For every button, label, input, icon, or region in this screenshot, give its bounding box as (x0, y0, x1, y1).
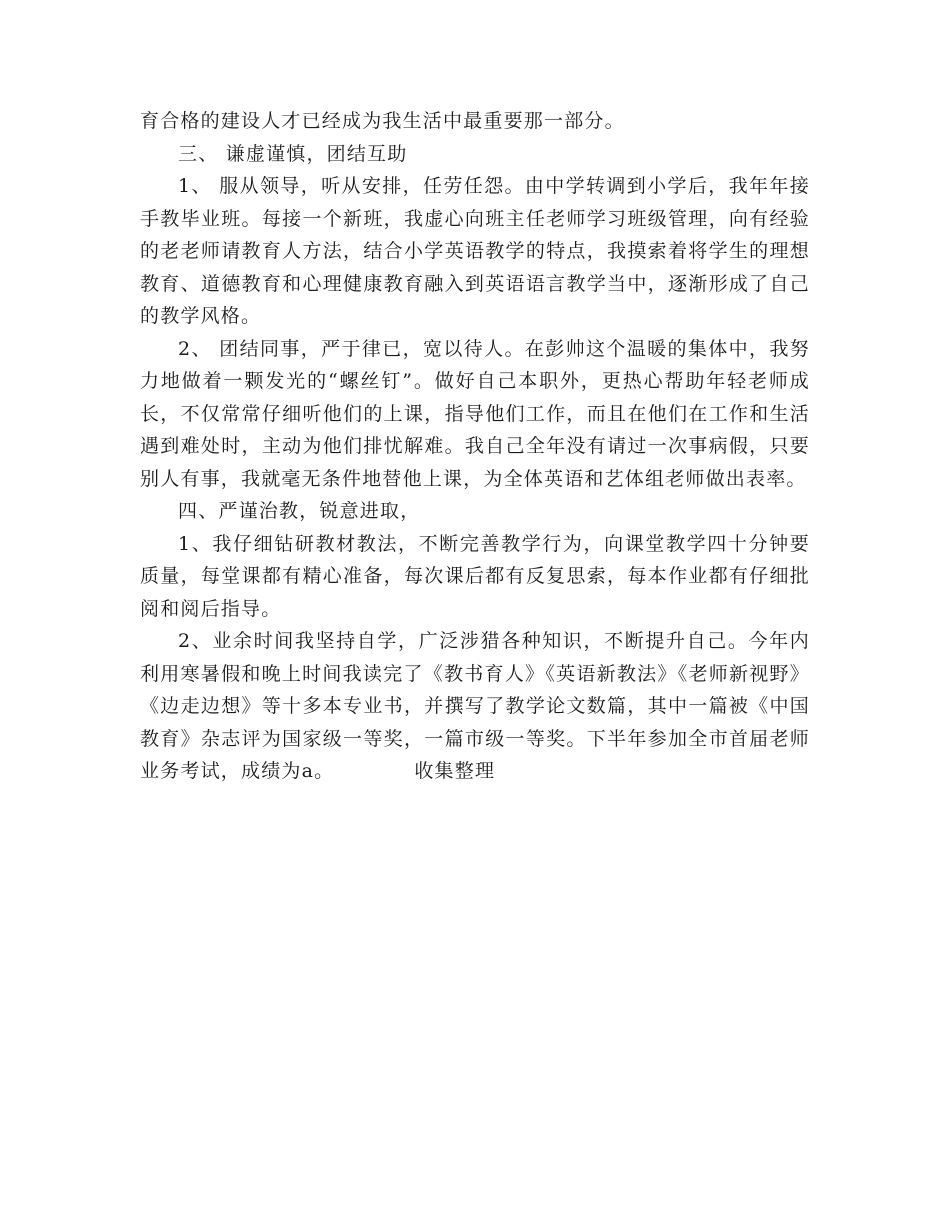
paragraph-item-2-self-study (140, 625, 810, 788)
section-heading-four: 四、严谨治教，锐意进取， (178, 500, 421, 522)
trailing-note: 收集整理 (414, 760, 496, 782)
paragraph-item-1-obey-leadership: 1、 服从领导，听从安排，任劳任怨。由中学转调到小学后，我年年接手教毕业班。每接一个新班，我虚心向班主任老师学习班级管理，向有经验的老老师请教育人方法，结合小学英语教学的特点，我摸索着将学生的理想教育、道德教育和心理健康教育融入到英语语言教学当中，逐渐形成了自己的教学风格。 (140, 175, 810, 327)
paragraph-item-1-study-materials: 1、我仔细钻研教材教法，不断完善教学行为，向课堂教学四十分钟要质量，每堂课都有精心准备，每次课后都有反复思索，每本作业都有仔细批阅和阅后指导。 (140, 532, 810, 620)
paragraph-text: 2、业余时间我坚持自学，广泛涉猎各种知识，不断提升自己。今年内利用寒暑假和晚上时间我读完了《教书育人》《英语新教法》《老师新视野》《边走边想》等十多本专业书，并撰写了教学论文数篇，其中一篇被《中国教育》杂志评为国家级一等奖，一篇市级一等奖。下半年参加全市首届老师业务考试，成绩为a。 (140, 630, 810, 782)
document-body (140, 105, 810, 788)
paragraph-item-2-unite-colleagues: 2、 团结同事，严于律已，宽以待人。在彭帅这个温暖的集体中，我努力地做着一颗发光的“螺丝钉”。做好自己本职外，更热心帮助年轻老师成长，不仅常常仔细听他们的上课，指导他们工作，而且在他们在工作和生活遇到难处时，主动为他们排忧解难。我自己全年没有请过一次事病假，只要别人有事，我就毫无条件地替他上课，为全体英语和艺体组老师做出表率。 (140, 337, 810, 490)
section-heading-three: 三、 谦虚谨慎，团结互助 (178, 142, 408, 165)
paragraph-continuation: 育合格的建设人才已经成为我生活中最重要那一部分。 (140, 110, 625, 132)
